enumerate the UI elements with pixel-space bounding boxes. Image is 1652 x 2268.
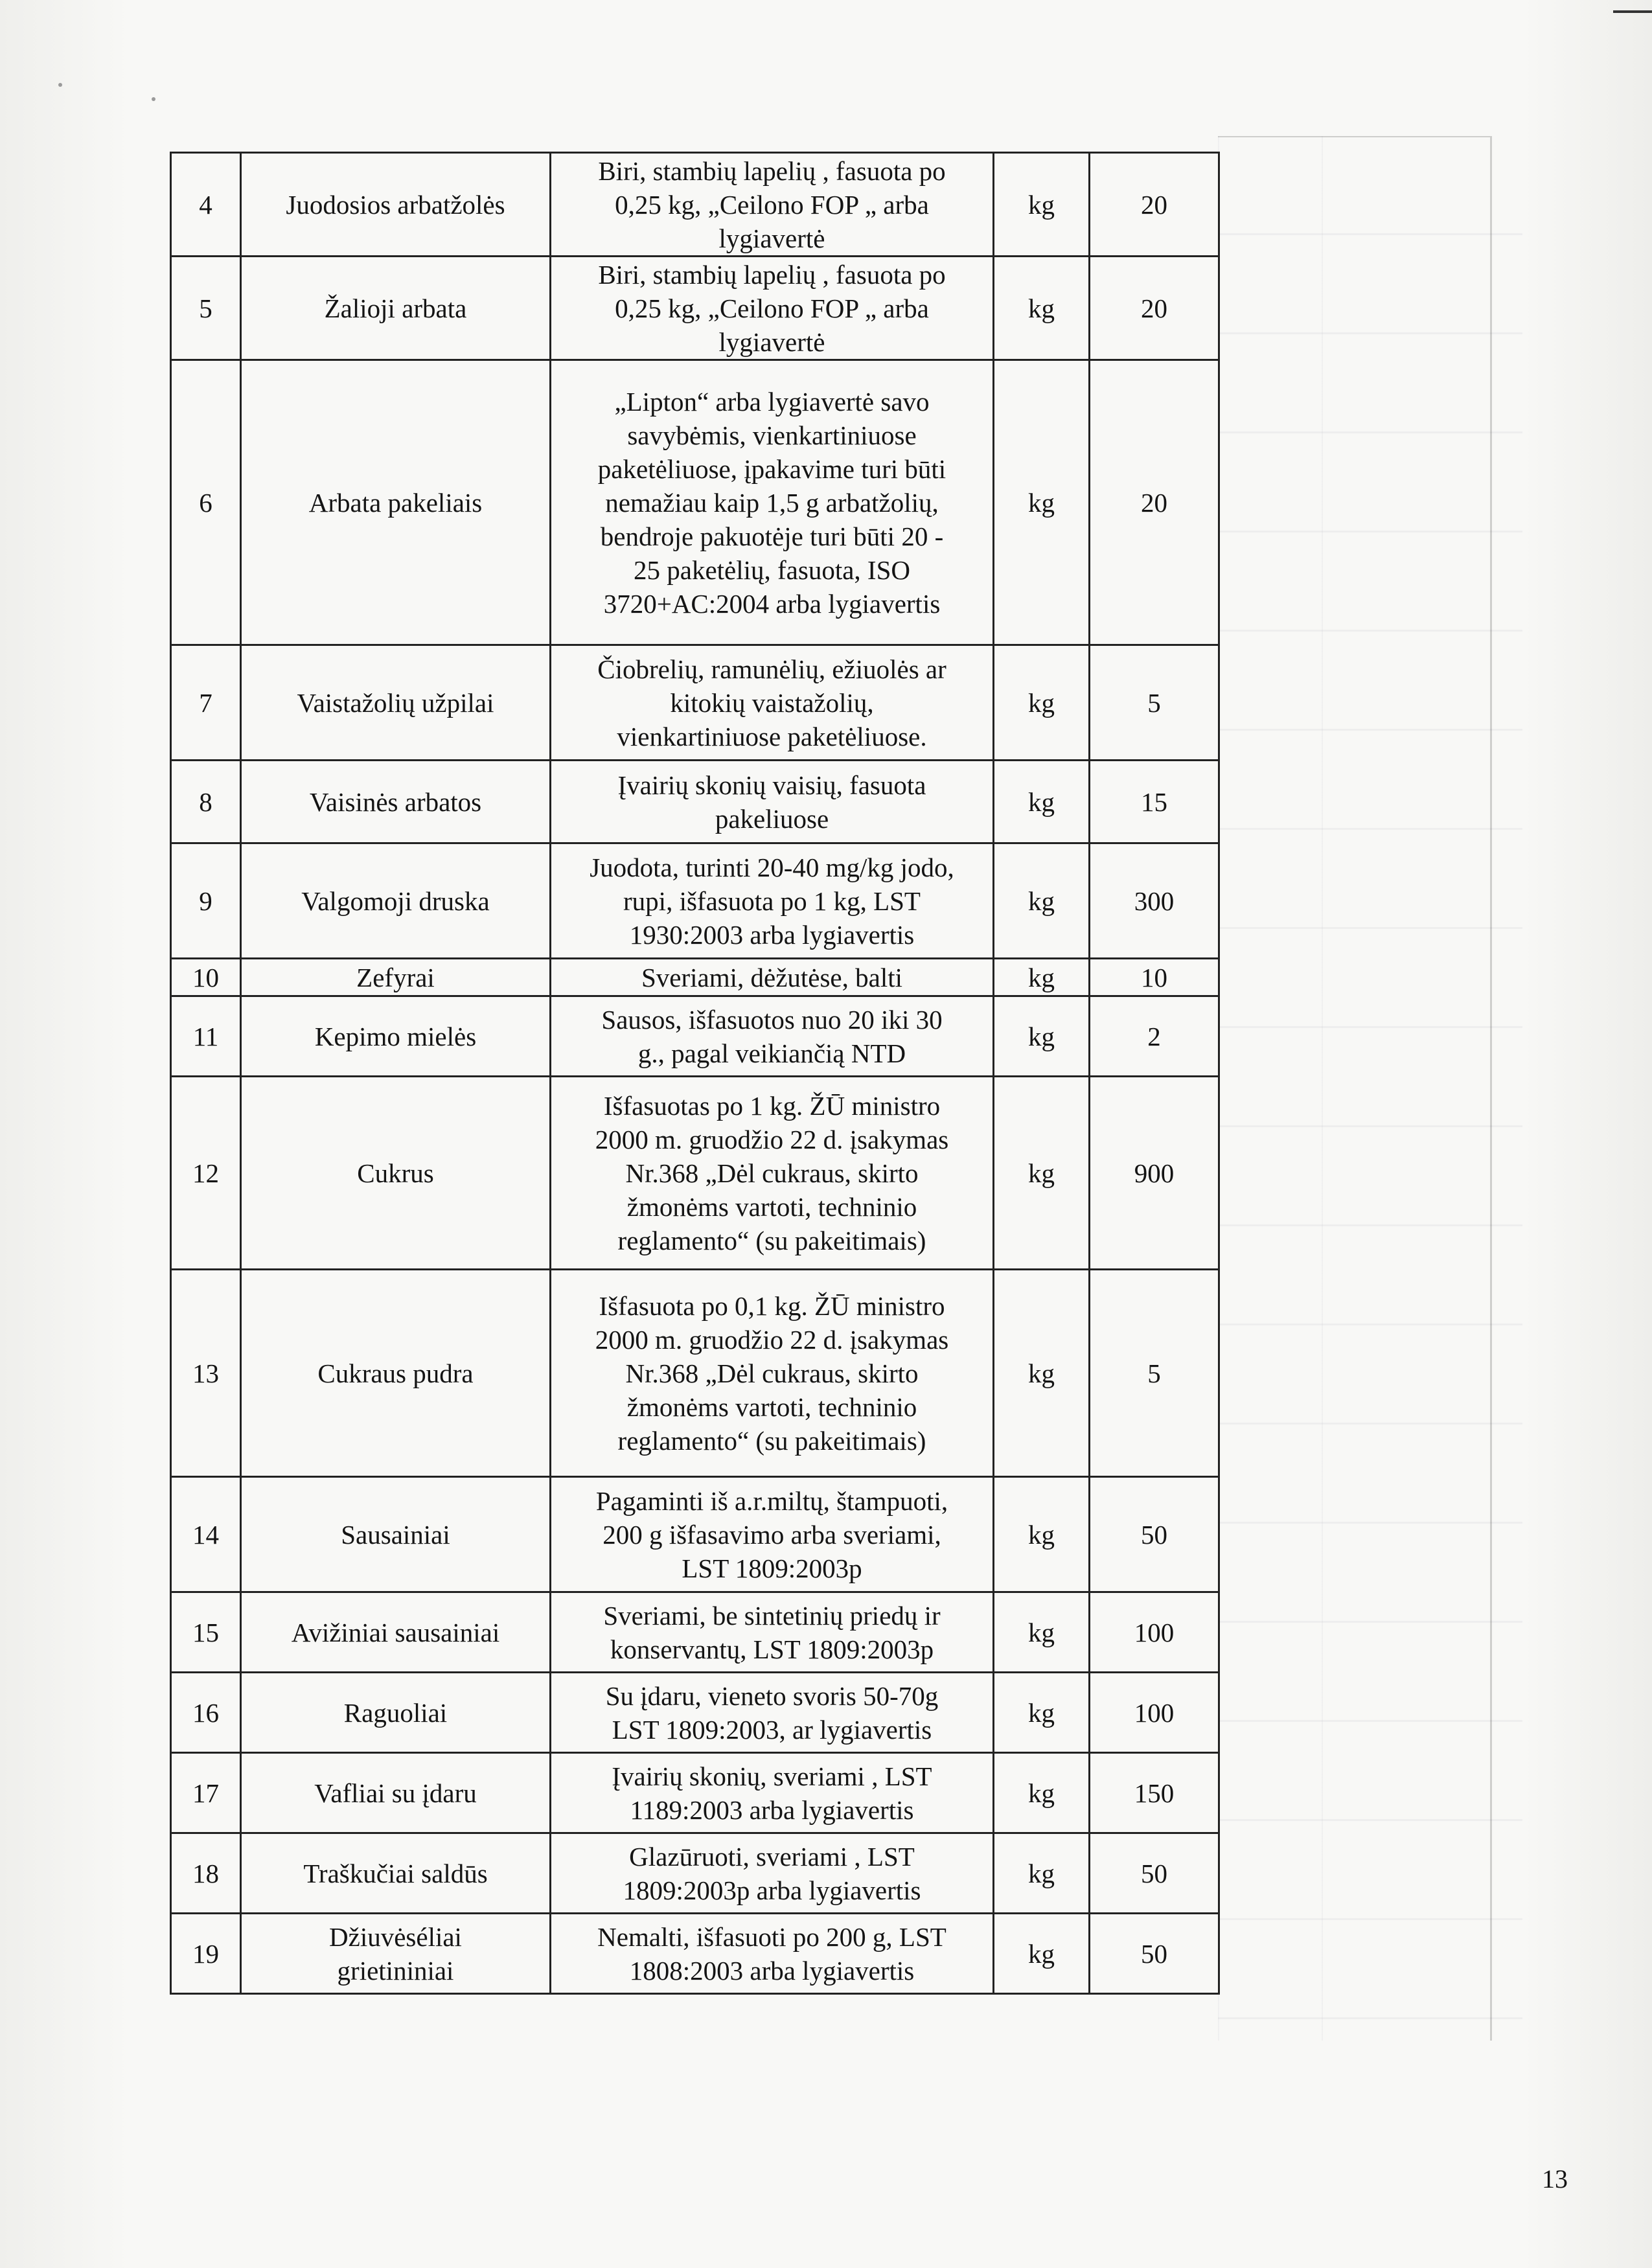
unit: kg — [1028, 293, 1055, 323]
unit-cell — [994, 1592, 1090, 1673]
product-name-line: Žalioji arbata — [324, 293, 467, 323]
product-name-line: Cukraus pudra — [317, 1358, 474, 1388]
table-row — [171, 996, 1219, 1077]
row-number-cell — [171, 761, 241, 843]
product-description-line: pakeliuose — [715, 803, 829, 834]
unit: kg — [1028, 189, 1055, 220]
product-name-cell — [241, 645, 551, 761]
product-description-line: 25 paketėlių, fasuota, ISO — [634, 555, 910, 585]
product-name-cell — [241, 360, 551, 645]
unit-cell — [994, 1833, 1090, 1914]
row-number: 5 — [199, 293, 212, 323]
table-row — [171, 360, 1219, 645]
product-description-line: paketėliuose, įpakavime turi būti — [597, 453, 946, 484]
table-row — [171, 1753, 1219, 1833]
unit: kg — [1028, 962, 1055, 992]
row-number: 14 — [192, 1519, 219, 1550]
product-name-line: Juodosios arbatžolės — [286, 189, 505, 220]
quantity: 20 — [1141, 189, 1167, 220]
product-name-cell — [241, 257, 551, 360]
product-name-cell — [241, 1673, 551, 1753]
unit-cell — [994, 1673, 1090, 1753]
faded-price-columns — [1218, 136, 1522, 2041]
quantity: 10 — [1141, 962, 1167, 992]
quantity: 15 — [1141, 786, 1167, 817]
unit: kg — [1028, 886, 1055, 916]
row-number-cell — [171, 1914, 241, 1994]
table-row — [171, 1673, 1219, 1753]
product-name-line: Vaistažolių užpilai — [297, 687, 494, 718]
table-row — [171, 1833, 1219, 1914]
product-description-cell — [551, 996, 994, 1077]
unit: kg — [1028, 487, 1055, 518]
product-description-line: lygiavertė — [718, 326, 825, 357]
product-description-line: 1808:2003 arba lygiavertis — [629, 1955, 915, 1986]
table-row — [171, 1477, 1219, 1592]
product-name-cell — [241, 1592, 551, 1673]
product-name-line: Kepimo mielės — [314, 1021, 477, 1051]
product-description-line: „Lipton“ arba lygiavertė savo — [614, 386, 930, 417]
product-description-cell — [551, 1673, 994, 1753]
quantity-cell — [1090, 1270, 1219, 1477]
unit-cell — [994, 959, 1090, 996]
unit-cell — [994, 996, 1090, 1077]
product-description-line: Biri, stambių lapelių , fasuota po — [598, 155, 946, 186]
product-name-line: Cukrus — [357, 1158, 434, 1188]
product-description-line: reglamento“ (su pakeitimais) — [617, 1225, 926, 1255]
table-row — [171, 1077, 1219, 1270]
product-description-line: Čiobrelių, ramunėlių, ežiuolės ar — [597, 654, 946, 684]
table-row — [171, 1914, 1219, 1994]
unit-cell — [994, 360, 1090, 645]
quantity: 20 — [1141, 487, 1167, 518]
product-description-line: Glazūruoti, sveriami , LST — [629, 1841, 915, 1872]
quantity: 5 — [1147, 687, 1161, 718]
product-description-line: savybėmis, vienkartiniuose — [627, 420, 917, 450]
product-description-line: LST 1809:2003, ar lygiavertis — [612, 1714, 932, 1745]
product-name-cell — [241, 761, 551, 843]
quantity-cell — [1090, 1477, 1219, 1592]
quantity-cell — [1090, 1833, 1219, 1914]
product-name-line: Traškučiai saldūs — [303, 1858, 488, 1888]
product-description-line: Pagaminti iš a.r.miltų, štampuoti, — [595, 1485, 948, 1516]
unit-cell — [994, 645, 1090, 761]
unit: kg — [1028, 1697, 1055, 1728]
product-description-cell — [551, 1077, 994, 1270]
unit-cell — [994, 843, 1090, 959]
quantity: 50 — [1141, 1858, 1167, 1888]
unit-cell — [994, 1077, 1090, 1270]
unit-cell — [994, 761, 1090, 843]
unit: kg — [1028, 1938, 1055, 1969]
row-number: 19 — [192, 1938, 219, 1969]
product-description-line: Nemalti, išfasuoti po 200 g, LST — [597, 1921, 946, 1952]
product-description-line: Sausos, išfasuotos nuo 20 iki 30 — [601, 1004, 943, 1035]
row-number: 9 — [199, 886, 212, 916]
quantity-cell — [1090, 1592, 1219, 1673]
product-description-line: 2000 m. gruodžio 22 d. įsakymas — [595, 1124, 949, 1154]
product-description-line: Nr.368 „Dėl cukraus, skirto — [625, 1158, 919, 1188]
row-number: 18 — [192, 1858, 219, 1888]
unit: kg — [1028, 1617, 1055, 1647]
quantity-cell — [1090, 360, 1219, 645]
product-description-cell — [551, 843, 994, 959]
unit: kg — [1028, 1519, 1055, 1550]
product-description-line: Su įdaru, vieneto svoris 50-70g — [605, 1680, 939, 1711]
product-description-line: 1809:2003p arba lygiavertis — [623, 1875, 921, 1905]
faded-table-line — [1218, 136, 1490, 137]
product-description-line: bendroje pakuotėje turi būti 20 - — [600, 521, 944, 551]
table-row — [171, 843, 1219, 959]
table-row — [171, 153, 1219, 257]
product-description-line: Įvairių skonių vaisių, fasuota — [617, 770, 926, 800]
product-name-line: Džiuvėséliai — [329, 1921, 462, 1952]
product-description-line: Sveriami, dėžutėse, balti — [641, 962, 903, 992]
product-description-line: Juodota, turinti 20-40 mg/kg jodo, — [590, 852, 954, 882]
unit-cell — [994, 1753, 1090, 1833]
product-name-cell — [241, 1477, 551, 1592]
unit-cell — [994, 1477, 1090, 1592]
product-name-line: Sausainiai — [341, 1519, 450, 1550]
product-description-line: Nr.368 „Dėl cukraus, skirto — [625, 1358, 919, 1388]
product-name-line: grietininiai — [337, 1955, 454, 1986]
product-description-line: Biri, stambių lapelių , fasuota po — [598, 259, 946, 290]
product-name-line: Vafliai su įdaru — [314, 1778, 477, 1808]
row-number: 4 — [199, 189, 212, 220]
quantity: 100 — [1134, 1697, 1175, 1728]
product-description-cell — [551, 1914, 994, 1994]
product-description-line: 3720+AC:2004 arba lygiavertis — [603, 588, 941, 619]
product-name-line: Raguoliai — [343, 1697, 448, 1728]
product-description-line: kitokių vaistažolių, — [670, 687, 874, 718]
product-description-line: Sveriami, be sintetinių priedų ir — [603, 1600, 941, 1631]
row-number-cell — [171, 257, 241, 360]
quantity-cell — [1090, 645, 1219, 761]
quantity: 5 — [1147, 1358, 1161, 1388]
row-number-cell — [171, 360, 241, 645]
product-description-line: Išfasuota po 0,1 kg. ŽŪ ministro — [599, 1290, 945, 1321]
product-name-cell — [241, 1833, 551, 1914]
unit-cell — [994, 1270, 1090, 1477]
product-name-cell — [241, 996, 551, 1077]
product-description-line: 0,25 kg, „Ceilono FOP „ arba — [615, 189, 929, 220]
row-number: 10 — [192, 962, 219, 992]
unit: kg — [1028, 687, 1055, 718]
quantity-cell — [1090, 153, 1219, 257]
table-row — [171, 257, 1219, 360]
quantity: 100 — [1134, 1617, 1175, 1647]
row-number-cell — [171, 1592, 241, 1673]
product-name-cell — [241, 959, 551, 996]
quantity-cell — [1090, 1077, 1219, 1270]
unit-cell — [994, 1914, 1090, 1994]
quantity: 2 — [1147, 1021, 1161, 1051]
product-description-cell — [551, 1592, 994, 1673]
quantity-cell — [1090, 1914, 1219, 1994]
row-number: 15 — [192, 1617, 219, 1647]
quantity-cell — [1090, 257, 1219, 360]
row-number-cell — [171, 153, 241, 257]
product-description-line: 1189:2003 arba lygiavertis — [630, 1794, 914, 1825]
product-name-cell — [241, 1077, 551, 1270]
row-number: 8 — [199, 786, 212, 817]
product-description-cell — [551, 1833, 994, 1914]
row-number-cell — [171, 1833, 241, 1914]
product-description-line: nemažiau kaip 1,5 g arbatžolių, — [605, 487, 939, 518]
row-number: 6 — [199, 487, 212, 518]
unit-cell — [994, 257, 1090, 360]
product-description-line: reglamento“ (su pakeitimais) — [617, 1425, 926, 1456]
product-name-cell — [241, 153, 551, 257]
product-description-line: žmonėms vartoti, techninio — [626, 1392, 917, 1422]
row-number-cell — [171, 843, 241, 959]
product-description-line: lygiavertė — [718, 223, 825, 253]
row-number: 13 — [192, 1358, 219, 1388]
product-description-line: 200 g išfasavimo arba sveriami, — [602, 1519, 941, 1550]
row-number: 11 — [192, 1021, 219, 1051]
unit: kg — [1028, 786, 1055, 817]
product-name-line: Avižiniai sausainiai — [291, 1617, 500, 1647]
unit: kg — [1028, 1358, 1055, 1388]
row-number: 12 — [192, 1158, 219, 1188]
product-table — [170, 152, 1220, 1995]
product-description-line: 2000 m. gruodžio 22 d. įsakymas — [595, 1324, 949, 1355]
row-number-cell — [171, 996, 241, 1077]
table-row — [171, 1592, 1219, 1673]
row-number: 17 — [192, 1778, 219, 1808]
product-name-line: Arbata pakeliais — [308, 487, 483, 518]
quantity: 50 — [1141, 1519, 1167, 1550]
scan-speck — [152, 97, 155, 101]
quantity: 20 — [1141, 293, 1167, 323]
product-name-cell — [241, 843, 551, 959]
product-description-line: Išfasuotas po 1 kg. ŽŪ ministro — [603, 1090, 941, 1121]
unit: kg — [1028, 1858, 1055, 1888]
product-description-line: g., pagal veikiančią NTD — [637, 1038, 906, 1068]
quantity-cell — [1090, 761, 1219, 843]
product-description-cell — [551, 959, 994, 996]
table-row — [171, 959, 1219, 996]
quantity: 50 — [1141, 1938, 1167, 1969]
product-description-cell — [551, 360, 994, 645]
product-description-cell — [551, 1753, 994, 1833]
product-description-line: Įvairių skonių, sveriami , LST — [612, 1761, 932, 1791]
table-row — [171, 1270, 1219, 1477]
product-name-cell — [241, 1753, 551, 1833]
table-row — [171, 761, 1219, 843]
row-number-cell — [171, 1477, 241, 1592]
row-number-cell — [171, 1753, 241, 1833]
product-description-line: rupi, išfasuota po 1 kg, LST — [623, 886, 921, 916]
product-description-line: žmonėms vartoti, techninio — [626, 1191, 917, 1222]
unit-cell — [994, 153, 1090, 257]
product-name-line: Zefyrai — [356, 962, 435, 992]
page-number: 13 — [1542, 2164, 1568, 2194]
row-number: 7 — [199, 687, 212, 718]
product-description-cell — [551, 1270, 994, 1477]
product-name-cell — [241, 1914, 551, 1994]
scan-corner-mark — [1613, 10, 1652, 13]
unit: kg — [1028, 1021, 1055, 1051]
product-name-line: Vaisinės arbatos — [309, 786, 482, 817]
product-description-cell — [551, 1477, 994, 1592]
quantity-cell — [1090, 959, 1219, 996]
product-description-line: 0,25 kg, „Ceilono FOP „ arba — [615, 293, 929, 323]
product-description-line: LST 1809:2003p — [682, 1553, 862, 1583]
quantity-cell — [1090, 1753, 1219, 1833]
product-description-line: vienkartiniuose paketėliuose. — [617, 721, 927, 751]
row-number-cell — [171, 1270, 241, 1477]
faded-table-line — [1490, 136, 1492, 2041]
product-description-cell — [551, 761, 994, 843]
product-description-cell — [551, 257, 994, 360]
product-name-cell — [241, 1270, 551, 1477]
scan-speck — [58, 83, 62, 87]
product-description-cell — [551, 153, 994, 257]
product-description-cell — [551, 645, 994, 761]
row-number: 16 — [192, 1697, 219, 1728]
product-table-body — [171, 153, 1219, 1994]
row-number-cell — [171, 959, 241, 996]
table-row — [171, 645, 1219, 761]
product-description-line: 1930:2003 arba lygiavertis — [629, 919, 915, 950]
quantity-cell — [1090, 1673, 1219, 1753]
quantity: 900 — [1134, 1158, 1175, 1188]
row-number-cell — [171, 645, 241, 761]
product-description-line: konservantų, LST 1809:2003p — [610, 1634, 934, 1664]
unit: kg — [1028, 1778, 1055, 1808]
quantity: 150 — [1134, 1778, 1175, 1808]
unit: kg — [1028, 1158, 1055, 1188]
quantity-cell — [1090, 996, 1219, 1077]
row-number-cell — [171, 1077, 241, 1270]
quantity: 300 — [1134, 886, 1175, 916]
product-name-line: Valgomoji druska — [301, 886, 490, 916]
row-number-cell — [171, 1673, 241, 1753]
quantity-cell — [1090, 843, 1219, 959]
